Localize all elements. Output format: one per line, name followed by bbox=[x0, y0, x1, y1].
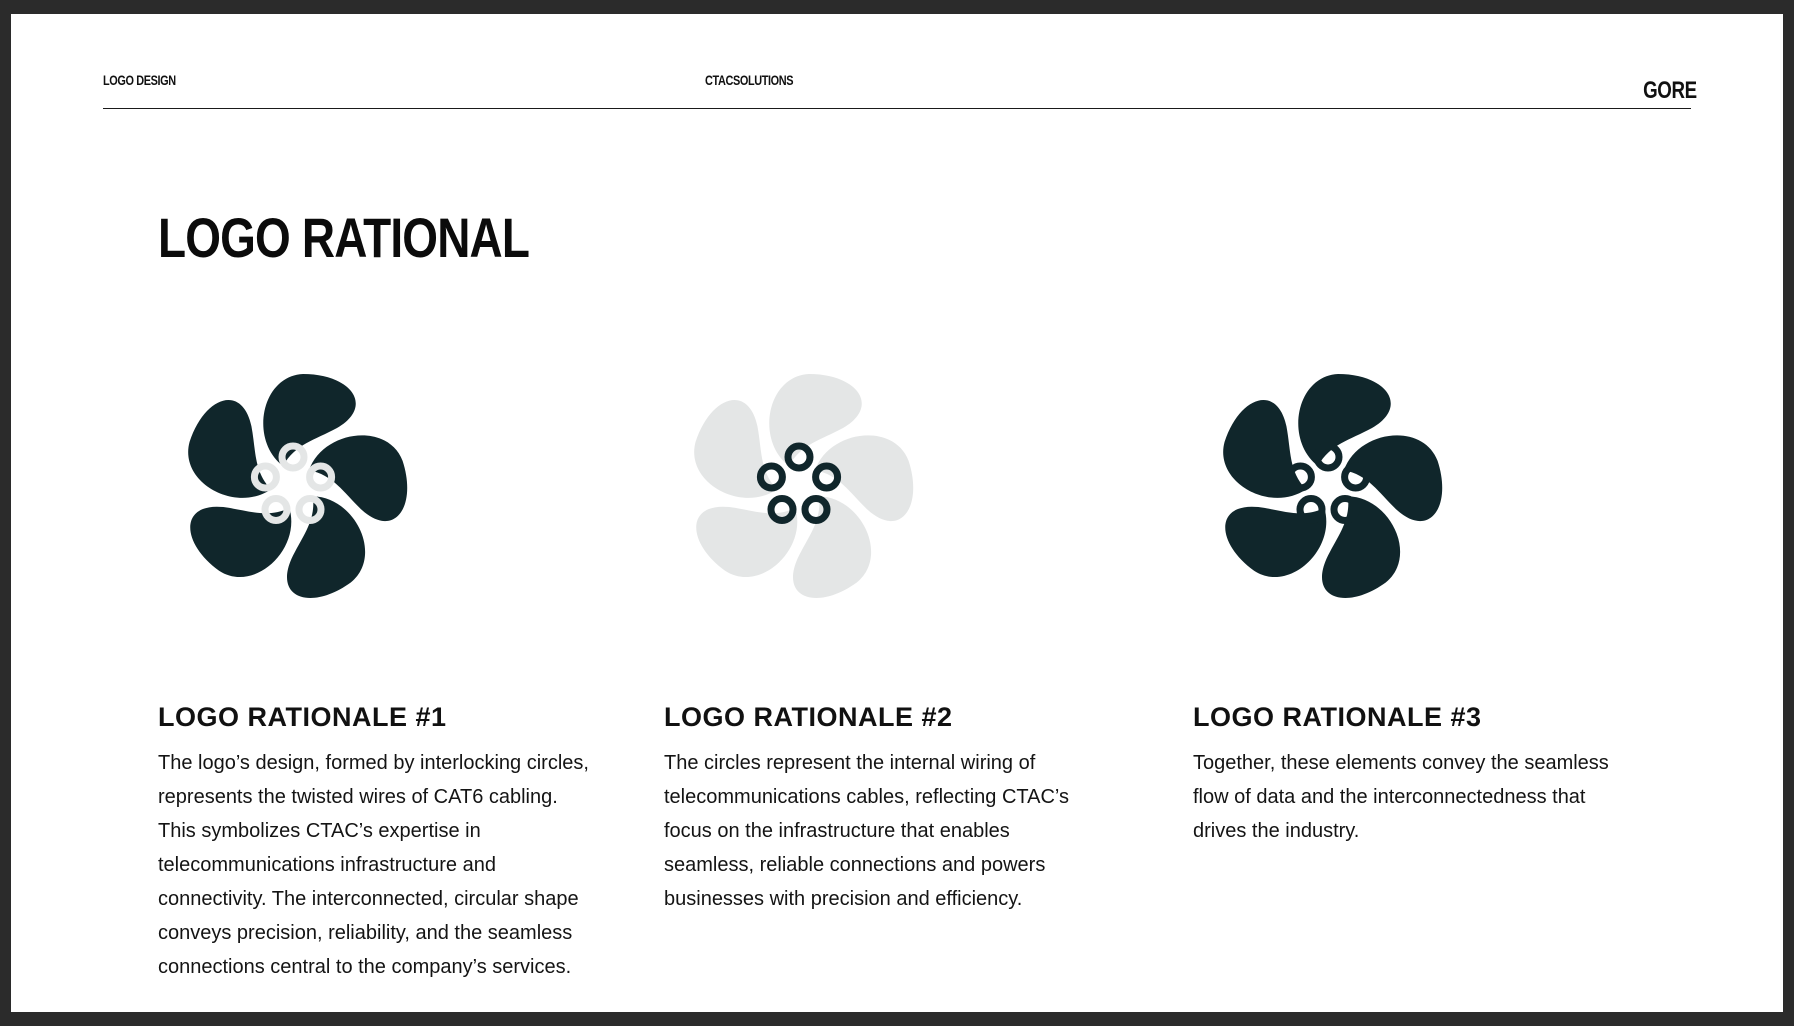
rationale-column-3 bbox=[1193, 351, 1643, 842]
rationale-body: The logo’s design, formed by interlocking circles, represents the twisted wires of CAT6 cabling. This symbolizes CTAC’s expertise in telecommunications infrastructure and connectivity. The interconnected, circular shape conveys precision, reliability, and the seamless connections central to the company’s services. bbox=[158, 752, 589, 978]
rationale-body: The circles represent the internal wiring of telecommunications cables, reflecting CTAC’s focus on the infrastructure that enables seamless, reliable connections and powers businesses with precision and efficiency. bbox=[664, 752, 1069, 910]
page-header bbox=[103, 14, 1697, 109]
logo-ring bbox=[299, 499, 321, 521]
flower-logo-icon bbox=[1193, 351, 1463, 621]
rationale-body: Together, these elements convey the seamless flow of data and the interconnectedness that drives the industry. bbox=[1193, 752, 1609, 842]
logo-ring bbox=[760, 466, 782, 488]
logo-ring bbox=[1317, 446, 1339, 468]
flower-logo-icon bbox=[158, 351, 428, 621]
page-title: LOGO RATIONAL bbox=[158, 206, 530, 269]
slide-frame bbox=[11, 14, 1783, 1012]
logo-ring bbox=[805, 499, 827, 521]
logo-ring bbox=[816, 466, 838, 488]
logo-petals bbox=[1211, 374, 1454, 613]
flower-logo-icon bbox=[664, 351, 934, 621]
logo-ring bbox=[282, 446, 304, 468]
rationale-column-2 bbox=[664, 351, 1114, 910]
rationale-heading: LOGO RATIONALE #2 bbox=[664, 702, 953, 732]
logo-ring bbox=[310, 466, 332, 488]
logo-ring bbox=[254, 466, 276, 488]
logo-ring bbox=[1300, 499, 1322, 521]
logo-ring bbox=[1334, 499, 1356, 521]
rationale-column-1 bbox=[158, 351, 608, 978]
header-section-label: LOGO DESIGN bbox=[103, 72, 176, 88]
logo-petals bbox=[176, 374, 419, 613]
logo-ring bbox=[265, 499, 287, 521]
rationale-heading: LOGO RATIONALE #1 bbox=[158, 702, 447, 732]
header-brand-label: GORE bbox=[1643, 77, 1697, 104]
logo-ring bbox=[1289, 466, 1311, 488]
rationale-heading: LOGO RATIONALE #3 bbox=[1193, 702, 1482, 732]
logo-ring bbox=[1345, 466, 1367, 488]
logo-petals bbox=[682, 374, 925, 613]
header-client-label: CTACSOLUTIONS bbox=[705, 72, 794, 88]
logo-ring bbox=[771, 499, 793, 521]
logo-ring bbox=[788, 446, 810, 468]
